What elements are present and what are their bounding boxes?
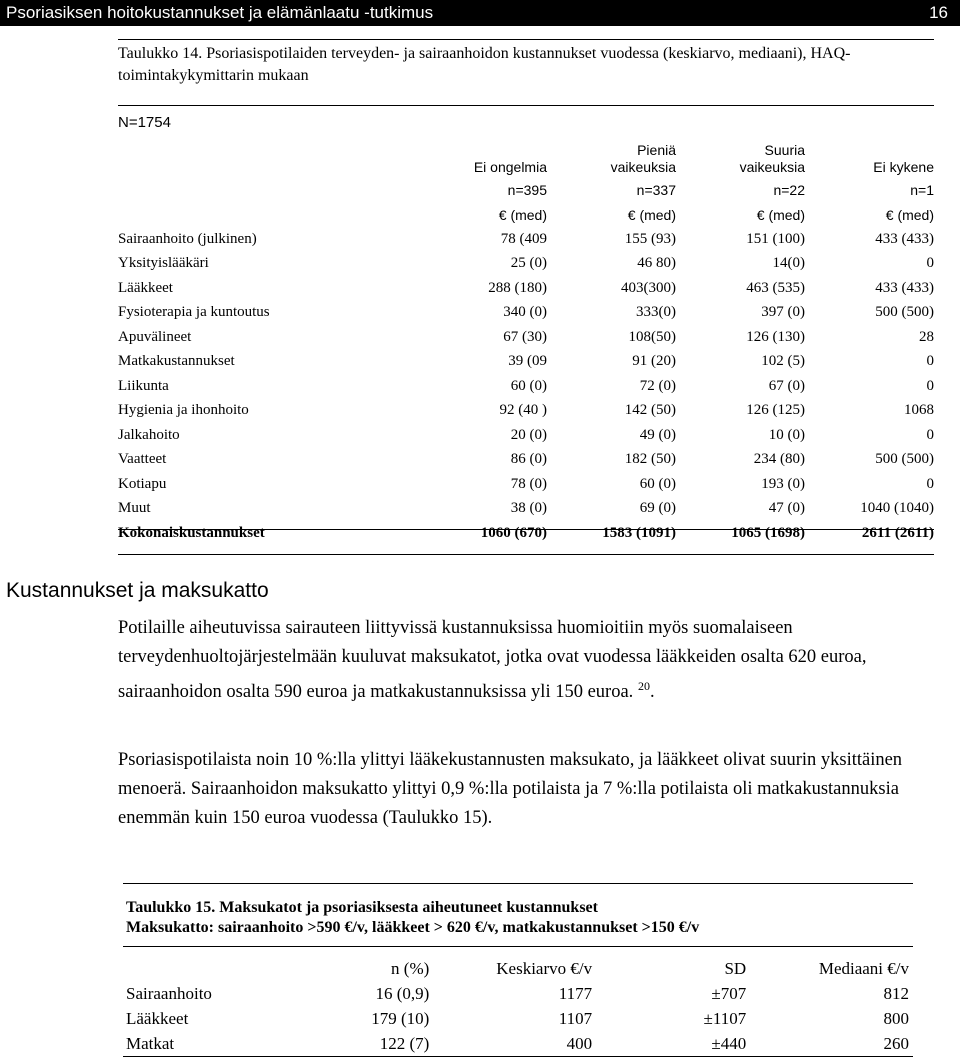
table-cell: 0 (926, 255, 934, 272)
table-cell: 126 (125) (746, 402, 805, 419)
table-cell: 433 (433) (875, 279, 934, 296)
table-cell: 182 (50) (624, 451, 676, 468)
row-label: Liikunta (118, 377, 169, 394)
table-cell: 72 (0) (639, 377, 676, 394)
table15-caption-line2: Maksukatto: sairaanhoito >590 €/v, lääkkeet > 620 €/v, matkakustannukset >150 €/v (126, 919, 700, 936)
table15-col-header: Keskiarvo €/v (496, 958, 593, 978)
table-cell: 0 (926, 377, 934, 394)
row-label: Lääkkeet (126, 1008, 189, 1028)
table-row (118, 252, 934, 277)
table14-total-cell: 1065 (1698) (731, 524, 805, 541)
row-label: Hygienia ja ihonhoito (118, 402, 249, 419)
table14-col-header: Ei kykene (873, 159, 934, 175)
table14-pre-total-rule (118, 529, 934, 530)
paragraph-2: Psoriasispotilaista noin 10 %:lla ylittyi lääkekustannusten maksukato, ja lääkkeet olivat suurin yksittäinen menoerä. Sairaanhoidon maksukatto ylittyi 0,9 %:lla potilaista ja 7 %:lla potilaista oli matkakustannuksia enemmän kuin 150 euroa vuodessa (Taulukko 15). (118, 750, 903, 828)
row-label: Yksityislääkäri (118, 255, 209, 272)
header-title: Psoriasiksen hoitokustannukset ja elämänlaatu -tutkimus (6, 3, 434, 22)
table-cell: 403(300) (621, 279, 676, 296)
table14-unit-cell: € (med) (627, 206, 676, 223)
table-cell: 800 (883, 1008, 909, 1028)
page-number: 16 (929, 3, 948, 22)
table14-top-rule (118, 39, 934, 40)
table-cell: 397 (0) (761, 304, 805, 321)
table14-n-cell: n=337 (636, 182, 676, 199)
table-cell: 78 (409 (500, 230, 547, 247)
table-cell: 108(50) (628, 328, 676, 345)
table-row (118, 350, 934, 375)
table14-col-header: Ei ongelmia (473, 159, 547, 175)
table-row (118, 374, 934, 399)
table14-unit-row (118, 203, 934, 228)
table-cell: 151 (100) (746, 230, 805, 247)
table15-col-header: Mediaani €/v (818, 958, 909, 978)
table-row (123, 981, 913, 1006)
table-cell: 20 (0) (510, 426, 547, 443)
table-cell: 340 (0) (503, 304, 547, 321)
table-cell: 38 (0) (510, 500, 547, 517)
table-cell: 91 (20) (632, 353, 676, 370)
row-label: Apuvälineet (118, 328, 192, 345)
table15-caption (126, 898, 699, 938)
table-cell: 400 (566, 1033, 593, 1053)
table14-col-header: Suuria vaikeuksia (739, 142, 805, 175)
table15-caption-line1: Taulukko 15. Maksukatot ja psoriasiksesta aiheutuneet kustannukset (126, 899, 598, 916)
table-cell: 433 (433) (875, 230, 934, 247)
table14-unit-cell: € (med) (756, 206, 805, 223)
table-cell: 1068 (904, 402, 934, 419)
table14-n-cell: n=395 (507, 182, 547, 199)
table-cell: 1040 (1040) (860, 500, 934, 517)
table14-unit-cell: € (med) (885, 206, 934, 223)
table-cell: 25 (0) (510, 255, 547, 272)
table-cell: 155 (93) (624, 230, 676, 247)
table14-caption: Taulukko 14. Psoriasispotilaiden terveyden- ja sairaanhoidon kustannukset vuodessa (keskiarvo, mediaani), HAQ- toimintakykymittarin mukaan (118, 45, 851, 84)
table-cell: 39 (09 (508, 353, 547, 370)
row-label: Vaatteet (118, 451, 167, 468)
table-cell: 10 (0) (768, 426, 805, 443)
table14-n-total: N=1754 (118, 114, 171, 131)
row-label: Kotiapu (118, 475, 167, 492)
table-row (118, 276, 934, 301)
table14-col-header: Pieniä vaikeuksia (610, 142, 676, 175)
table-row (123, 1031, 913, 1056)
table14-total-cell: 1583 (1091) (602, 524, 676, 541)
table-cell: 14(0) (772, 255, 805, 272)
table-cell: 500 (500) (875, 304, 934, 321)
table-cell: 67 (30) (503, 328, 547, 345)
table-row (123, 1006, 913, 1031)
table-row (118, 325, 934, 350)
table-cell: 102 (5) (761, 353, 805, 370)
table-cell: 333(0) (636, 304, 676, 321)
table14-n-cell: n=1 (910, 182, 934, 199)
table-row (118, 497, 934, 522)
table-cell: 60 (0) (639, 475, 676, 492)
table-row (118, 423, 934, 448)
table15-top-rule (123, 883, 913, 884)
table14-total-label: Kokonaiskustannukset (118, 524, 265, 541)
table15-body (123, 981, 913, 1056)
table-cell: 500 (500) (875, 451, 934, 468)
table-cell: 49 (0) (639, 426, 676, 443)
page-header (0, 0, 960, 26)
table-cell: 812 (883, 983, 909, 1003)
table15-caption-rule (123, 946, 913, 947)
row-label: Matkat (126, 1033, 175, 1053)
table-cell: 67 (0) (768, 377, 805, 394)
table-cell: 16 (0,9) (375, 983, 430, 1003)
table-cell: 86 (0) (510, 451, 547, 468)
table15-col-header: n (%) (391, 958, 430, 978)
row-label: Matkakustannukset (118, 353, 235, 370)
table-cell: 126 (130) (746, 328, 805, 345)
table-row (118, 472, 934, 497)
table-row (118, 448, 934, 473)
table-cell: 288 (180) (488, 279, 547, 296)
section-title: Kustannukset ja maksukatto (6, 579, 269, 602)
table14-total-cell: 1060 (670) (480, 524, 547, 541)
table-cell: 78 (0) (510, 475, 547, 492)
table14 (118, 136, 934, 546)
table-cell: ±707 (711, 983, 747, 1003)
table-cell: 47 (0) (768, 500, 805, 517)
table14-n-row (118, 178, 934, 203)
table-cell: 60 (0) (510, 377, 547, 394)
table-cell: 1107 (558, 1008, 593, 1028)
table15-bottom-rule (123, 1056, 913, 1057)
table-cell: 0 (926, 426, 934, 443)
table15-header-row (123, 956, 913, 981)
table14-header-row (118, 136, 934, 178)
table-cell: ±440 (711, 1033, 747, 1053)
table15 (123, 956, 913, 1056)
table-cell: 142 (50) (624, 402, 676, 419)
row-label: Jalkahoito (118, 426, 180, 443)
table-cell: 0 (926, 475, 934, 492)
row-label: Sairaanhoito (julkinen) (118, 230, 257, 247)
row-label: Lääkkeet (118, 279, 173, 296)
table-cell: 179 (10) (371, 1008, 430, 1028)
table-cell: 1177 (558, 983, 593, 1003)
table14-body (118, 227, 934, 521)
table-cell: 28 (919, 328, 934, 345)
table14-total-cell: 2611 (2611) (861, 524, 934, 541)
table-cell: 463 (535) (746, 279, 805, 296)
table14-unit-cell: € (med) (498, 206, 547, 223)
table-cell: 193 (0) (761, 475, 805, 492)
table-cell: ±1107 (703, 1008, 747, 1028)
table-cell: 0 (926, 353, 934, 370)
row-label: Sairaanhoito (126, 983, 212, 1003)
table14-caption-rule (118, 105, 934, 106)
table-cell: 260 (883, 1033, 909, 1053)
table14-total-row (118, 521, 934, 546)
paragraph-1: Potilaille aiheutuvissa sairauteen liittyvissä kustannuksissa huomioitiin myös suomalaiseen terveydenhuoltojärjestelmään kuuluvat maksukatot, jotka ovat vuodessa lääkkeiden osalta 620 euroa, sairaanhoidon osalta 590 euroa ja matkakustannuksissa yli 150 euroa. $^{20}$. (118, 618, 867, 703)
table14-bottom-rule (118, 554, 934, 555)
table15-col-header: SD (724, 958, 747, 978)
table-row (118, 301, 934, 326)
row-label: Fysioterapia ja kuntoutus (118, 304, 270, 321)
reference-number: 20 (637, 679, 650, 693)
table-row (118, 399, 934, 424)
row-label: Muut (118, 500, 151, 517)
table-cell: 122 (7) (379, 1033, 430, 1053)
table14-n-cell: n=22 (773, 182, 805, 199)
table-cell: 46 80) (637, 255, 676, 272)
table-cell: 234 (80) (753, 451, 805, 468)
table-row (118, 227, 934, 252)
table-cell: 69 (0) (639, 500, 676, 517)
table-cell: 92 (40 ) (499, 402, 547, 419)
